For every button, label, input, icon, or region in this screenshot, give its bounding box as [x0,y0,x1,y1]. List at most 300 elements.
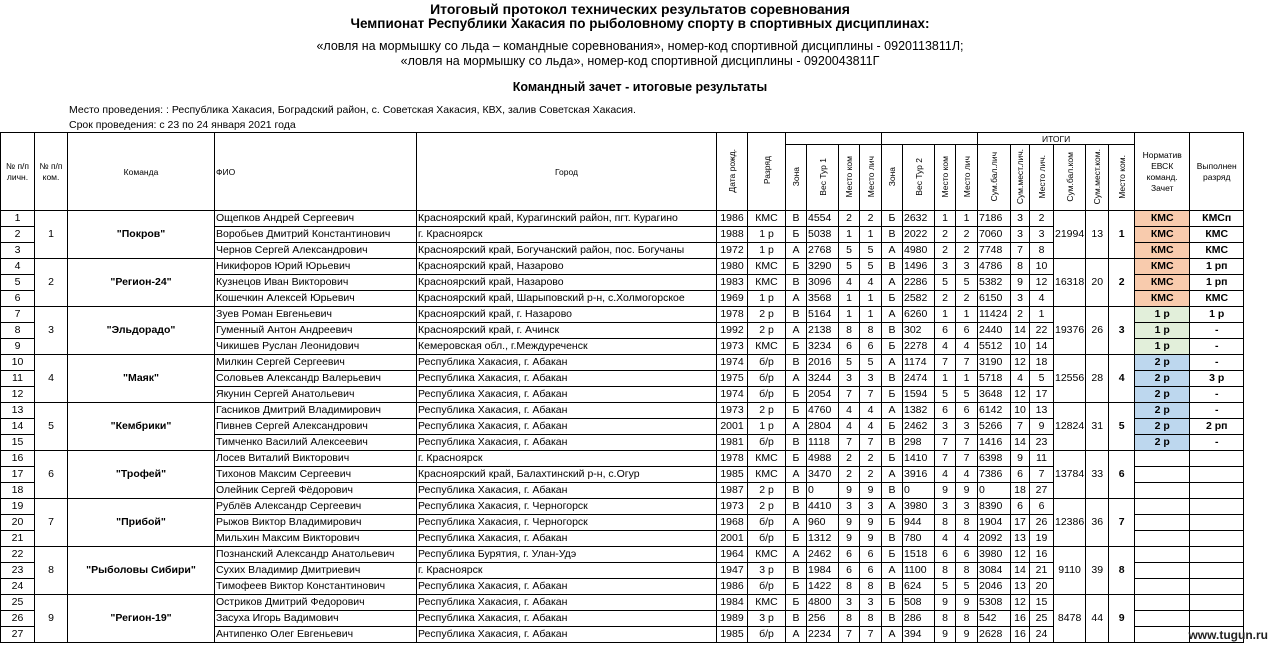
cell-zone1: Б [786,339,807,355]
cell-place-team1: 6 [839,339,860,355]
cell-weight1: 4800 [807,595,839,611]
cell-weight2: 2286 [903,275,935,291]
cell-norm: КМС [1135,275,1190,291]
cell-sum-places: 12 [1011,387,1030,403]
cell-num-personal: 11 [1,371,35,387]
cell-norm: 2 р [1135,355,1190,371]
cell-fio: Остриков Дмитрий Федорович [215,595,417,611]
cell-weight2: 286 [903,611,935,627]
cell-place-pers: 21 [1030,563,1054,579]
cell-team-sum-places: 33 [1086,451,1109,499]
cell-fio: Тихонов Максим Сергеевич [215,467,417,483]
cell-place-pers2: 2 [956,291,978,307]
cell-place-pers: 5 [1030,371,1054,387]
cell-place-team1: 8 [839,579,860,595]
cell-sum-places: 17 [1011,515,1030,531]
header-num-personal: № п/п личн. [1,133,35,211]
cell-place-pers: 25 [1030,611,1054,627]
cell-city: Республика Хакасия, г. Абакан [417,627,717,643]
table-row [1,403,1244,419]
cell-place-team2: 1 [935,211,956,227]
cell-zone1: В [786,355,807,371]
cell-place-pers2: 8 [956,611,978,627]
cell-weight2: 6260 [903,307,935,323]
header-place-pers: Место лич. [1036,154,1047,199]
header-place-team: Место ком. [1116,154,1127,199]
cell-place-team1: 1 [839,307,860,323]
cell-zone2: А [882,563,903,579]
cell-zone1: В [786,499,807,515]
cell-place-team2: 5 [935,579,956,595]
cell-sum-points: 7186 [978,211,1011,227]
cell-birth: 2001 [717,531,748,547]
h-weight1-cell [807,145,839,211]
cell-rank: 2 р [748,403,786,419]
cell-sum-places: 14 [1011,563,1030,579]
cell-place-pers1: 8 [860,611,882,627]
discipline-line-1: «ловля на мормышку со льда – командные соревнования», номер-код спортивной дисциплины - 0920113811Л; [316,39,964,53]
cell-place-team2: 3 [935,419,956,435]
cell-place-team2: 9 [935,627,956,643]
cell-sum-places: 14 [1011,435,1030,451]
cell-num-personal: 21 [1,531,35,547]
cell-num-personal: 15 [1,435,35,451]
cell-place-pers2: 8 [956,563,978,579]
h-weight2-cell [903,145,935,211]
cell-zone2: Б [882,387,903,403]
cell-weight1: 0 [807,483,839,499]
cell-norm [1135,467,1190,483]
cell-place-pers: 18 [1030,355,1054,371]
results-body [1,211,1244,643]
cell-weight2: 2462 [903,419,935,435]
cell-city: Республика Хакасия, г. Абакан [417,611,717,627]
cell-place-pers: 4 [1030,291,1054,307]
cell-place-pers1: 3 [860,499,882,515]
cell-weight2: 624 [903,579,935,595]
cell-zone1: В [786,611,807,627]
cell-weight1: 2138 [807,323,839,339]
cell-num-personal: 7 [1,307,35,323]
cell-zone2: В [882,531,903,547]
cell-zone1: А [786,547,807,563]
cell-zone1: Б [786,579,807,595]
cell-done [1190,563,1244,579]
cell-city: Красноярский край, Балахтинский р-н, с.Огур [417,467,717,483]
cell-city: Республика Хакасия, г. Абакан [417,403,717,419]
cell-zone1: В [786,275,807,291]
cell-weight1: 3470 [807,467,839,483]
header-rank-cell [748,133,786,211]
cell-norm [1135,627,1190,643]
cell-place-pers: 13 [1030,403,1054,419]
cell-zone1: В [786,307,807,323]
cell-done [1190,611,1244,627]
cell-sum-points: 2092 [978,531,1011,547]
cell-place-pers1: 9 [860,515,882,531]
cell-birth: 1973 [717,339,748,355]
cell-num-team: 4 [35,355,68,403]
cell-rank: б/р [748,435,786,451]
cell-city: Республика Хакасия, г. Абакан [417,531,717,547]
cell-team-sum-places: 31 [1086,403,1109,451]
cell-rank: 1 р [748,243,786,259]
cell-zone2: Б [882,211,903,227]
cell-norm: 2 р [1135,371,1190,387]
cell-weight1: 2054 [807,387,839,403]
cell-zone1: А [786,243,807,259]
cell-done [1190,499,1244,515]
cell-sum-points: 5266 [978,419,1011,435]
table-row [1,499,1244,515]
cell-num-personal: 1 [1,211,35,227]
cell-zone2: А [882,627,903,643]
cell-city: Красноярский край, Курагинский район, пгт. Курагино [417,211,717,227]
cell-team-sum-points: 21994 [1054,211,1086,259]
cell-zone1: А [786,467,807,483]
cell-birth: 1980 [717,259,748,275]
cell-birth: 1981 [717,435,748,451]
cell-birth: 1983 [717,275,748,291]
cell-birth: 1987 [717,483,748,499]
cell-num-personal: 17 [1,467,35,483]
cell-norm: КМС [1135,259,1190,275]
cell-place-team1: 7 [839,435,860,451]
table-row [1,355,1244,371]
cell-num-team: 3 [35,307,68,355]
cell-rank: КМС [748,339,786,355]
header-norm: Норматив ЕВСК команд. Зачет [1135,133,1190,211]
header-fio: ФИО [215,133,417,211]
cell-place-team2: 4 [935,339,956,355]
cell-fio: Лосев Виталий Викторович [215,451,417,467]
cell-city: Красноярский край, Шарыповский р-н, с.Холмогорское [417,291,717,307]
cell-sum-places: 6 [1011,467,1030,483]
cell-team-place: 9 [1109,595,1135,643]
cell-place-pers1: 4 [860,403,882,419]
cell-zone2: А [882,467,903,483]
cell-done: - [1190,387,1244,403]
cell-place-team2: 6 [935,403,956,419]
cell-place-pers2: 6 [956,547,978,563]
cell-place-pers2: 6 [956,323,978,339]
cell-sum-places: 12 [1011,595,1030,611]
cell-zone1: Б [786,259,807,275]
header-itogi: ИТОГИ [978,133,1135,145]
cell-city: Республика Хакасия, г. Абакан [417,355,717,371]
cell-rank: КМС [748,547,786,563]
cell-team-name: "Кембрики" [68,403,215,451]
cell-team-sum-places: 13 [1086,211,1109,259]
cell-place-team2: 9 [935,595,956,611]
cell-done: 2 рп [1190,419,1244,435]
cell-sum-places: 9 [1011,275,1030,291]
cell-num-personal: 16 [1,451,35,467]
cell-zone2: Б [882,595,903,611]
cell-rank: 3 р [748,611,786,627]
cell-sum-places: 2 [1011,307,1030,323]
cell-place-pers1: 6 [860,339,882,355]
cell-norm: 1 р [1135,323,1190,339]
cell-weight1: 2804 [807,419,839,435]
cell-rank: 1 р [748,419,786,435]
cell-weight1: 960 [807,515,839,531]
cell-zone2: А [882,243,903,259]
cell-place-pers1: 9 [860,531,882,547]
cell-rank: 2 р [748,483,786,499]
cell-birth: 1992 [717,323,748,339]
h-pt2-cell [935,145,956,211]
cell-sum-places: 7 [1011,243,1030,259]
cell-weight1: 1118 [807,435,839,451]
cell-done: 1 р [1190,307,1244,323]
cell-num-team: 2 [35,259,68,307]
cell-weight1: 3096 [807,275,839,291]
cell-zone1: А [786,291,807,307]
cell-weight2: 2474 [903,371,935,387]
cell-place-pers2: 6 [956,403,978,419]
cell-place-pers1: 6 [860,547,882,563]
cell-place-pers: 20 [1030,579,1054,595]
cell-place-pers: 17 [1030,387,1054,403]
document-title: Итоговый протокол технических результатов соревнования [430,1,850,17]
cell-birth: 1984 [717,595,748,611]
cell-done [1190,547,1244,563]
cell-weight1: 2768 [807,243,839,259]
h-plt-cell [1109,145,1135,211]
cell-weight2: 1518 [903,547,935,563]
cell-team-place: 5 [1109,403,1135,451]
cell-num-personal: 20 [1,515,35,531]
cell-place-team2: 3 [935,499,956,515]
cell-place-pers1: 1 [860,291,882,307]
header-num-team: № п/п ком. [35,133,68,211]
cell-weight2: 1594 [903,387,935,403]
cell-num-personal: 26 [1,611,35,627]
cell-zone2: Б [882,339,903,355]
cell-done: КМС [1190,291,1244,307]
cell-num-personal: 23 [1,563,35,579]
cell-place-pers2: 1 [956,211,978,227]
cell-team-sum-points: 9110 [1054,547,1086,595]
cell-num-team: 5 [35,403,68,451]
cell-rank: КМС [748,275,786,291]
cell-place-team2: 2 [935,291,956,307]
cell-birth: 1947 [717,563,748,579]
cell-city: г. Красноярск [417,451,717,467]
table-row [1,451,1244,467]
cell-team-name: "Маяк" [68,355,215,403]
header-zone1: Зона [791,166,801,187]
cell-zone2: А [882,275,903,291]
cell-place-pers: 12 [1030,275,1054,291]
cell-team-place: 8 [1109,547,1135,595]
h-pl-cell [1030,145,1054,211]
cell-weight1: 4554 [807,211,839,227]
cell-place-pers1: 4 [860,419,882,435]
cell-fio: Тимофеев Виктор Константинович [215,579,417,595]
cell-place-team1: 3 [839,499,860,515]
cell-team-place: 2 [1109,259,1135,307]
cell-rank: КМС [748,595,786,611]
header-sum-points: Сум.бал.лич [989,151,999,202]
cell-place-pers1: 7 [860,435,882,451]
cell-sum-points: 3190 [978,355,1011,371]
cell-sum-points: 3980 [978,547,1011,563]
cell-sum-places: 16 [1011,627,1030,643]
cell-place-pers1: 5 [860,259,882,275]
cell-fio: Ощепков Андрей Сергеевич [215,211,417,227]
cell-zone2: Б [882,291,903,307]
cell-weight1: 5038 [807,227,839,243]
cell-rank: 1 р [748,227,786,243]
header-blank-tour2 [882,133,978,145]
cell-team-sum-points: 19376 [1054,307,1086,355]
cell-sum-places: 10 [1011,403,1030,419]
cell-place-pers: 16 [1030,547,1054,563]
cell-place-team1: 9 [839,483,860,499]
cell-place-pers1: 4 [860,275,882,291]
cell-place-pers1: 5 [860,355,882,371]
cell-weight1: 5164 [807,307,839,323]
cell-birth: 1989 [717,611,748,627]
cell-zone2: А [882,499,903,515]
cell-rank: б/р [748,627,786,643]
cell-place-team2: 1 [935,371,956,387]
dates-text: Срок проведения: с 23 по 24 января 2021 года [69,119,296,131]
cell-zone1: В [786,211,807,227]
cell-done: - [1190,435,1244,451]
cell-done: - [1190,355,1244,371]
cell-zone2: В [882,611,903,627]
venue-text: Место проведения: : Республика Хакасия, Боградский район, с. Советская Хакасия, КВХ, залив Советская Хакасия. [69,104,636,116]
cell-city: г. Красноярск [417,563,717,579]
cell-zone1: Б [786,387,807,403]
cell-place-pers: 9 [1030,419,1054,435]
cell-place-team2: 9 [935,483,956,499]
cell-sum-places: 12 [1011,355,1030,371]
cell-place-pers1: 2 [860,467,882,483]
cell-zone1: А [786,515,807,531]
cell-place-pers2: 9 [956,595,978,611]
cell-done [1190,467,1244,483]
cell-zone1: Б [786,227,807,243]
cell-team-name: "Регион-24" [68,259,215,307]
cell-place-pers: 24 [1030,627,1054,643]
header-birth: Дата рожд. [727,148,737,193]
cell-team-sum-points: 13784 [1054,451,1086,499]
cell-city: Республика Хакасия, г. Черногорск [417,499,717,515]
cell-done: 1 рп [1190,275,1244,291]
watermark: www.tugun.ru [1188,628,1268,642]
header-weight2: Вес Тур 2 [913,157,924,196]
cell-fio: Воробьев Дмитрий Константинович [215,227,417,243]
cell-sum-points: 11424 [978,307,1011,323]
cell-zone2: А [882,355,903,371]
cell-rank: 2 р [748,307,786,323]
cell-sum-points: 7386 [978,467,1011,483]
cell-fio: Мильхин Максим Викторович [215,531,417,547]
header-place-team2: Место ком [940,155,950,198]
cell-sum-points: 4786 [978,259,1011,275]
cell-done: 1 рп [1190,259,1244,275]
cell-zone2: А [882,403,903,419]
cell-place-team1: 9 [839,515,860,531]
cell-birth: 1973 [717,403,748,419]
cell-city: Красноярский край, г. Назарово [417,307,717,323]
cell-team-name: "Рыболовы Сибири" [68,547,215,595]
cell-norm: КМС [1135,243,1190,259]
cell-place-team2: 1 [935,307,956,323]
cell-fio: Пивнев Сергей Александрович [215,419,417,435]
cell-weight1: 3244 [807,371,839,387]
cell-weight1: 2234 [807,627,839,643]
cell-zone2: Б [882,547,903,563]
cell-num-personal: 25 [1,595,35,611]
cell-place-team1: 9 [839,531,860,547]
cell-birth: 1985 [717,627,748,643]
cell-place-team2: 5 [935,387,956,403]
cell-place-team1: 5 [839,259,860,275]
cell-zone1: Б [786,595,807,611]
cell-place-pers: 10 [1030,259,1054,275]
cell-done [1190,451,1244,467]
cell-norm [1135,547,1190,563]
cell-city: Красноярский край, г. Ачинск [417,323,717,339]
cell-birth: 1978 [717,451,748,467]
cell-num-personal: 27 [1,627,35,643]
cell-num-team: 7 [35,499,68,547]
cell-zone2: В [882,371,903,387]
cell-team-place: 3 [1109,307,1135,355]
table-row [1,259,1244,275]
cell-weight2: 0 [903,483,935,499]
h-pp1-cell [860,145,882,211]
table-row [1,595,1244,611]
cell-place-pers2: 5 [956,387,978,403]
header-sum-places-team: Сум.мест.ком. [1092,148,1103,205]
cell-done: 3 р [1190,371,1244,387]
cell-team-sum-points: 12556 [1054,355,1086,403]
cell-place-pers2: 4 [956,467,978,483]
cell-norm [1135,531,1190,547]
cell-num-personal: 18 [1,483,35,499]
cell-weight2: 1410 [903,451,935,467]
cell-rank: 3 р [748,563,786,579]
cell-rank: б/р [748,387,786,403]
cell-zone1: Б [786,403,807,419]
cell-place-team2: 2 [935,243,956,259]
cell-sum-points: 1904 [978,515,1011,531]
cell-place-team2: 6 [935,547,956,563]
cell-weight2: 2022 [903,227,935,243]
cell-fio: Якунин Сергей Анатольевич [215,387,417,403]
cell-weight1: 3234 [807,339,839,355]
cell-weight2: 4980 [903,243,935,259]
cell-place-pers2: 3 [956,259,978,275]
cell-sum-points: 6150 [978,291,1011,307]
cell-sum-places: 4 [1011,371,1030,387]
table-row [1,211,1244,227]
cell-city: Республика Хакасия, г. Абакан [417,483,717,499]
cell-rank: 2 р [748,499,786,515]
cell-place-team1: 7 [839,627,860,643]
cell-weight2: 944 [903,515,935,531]
cell-fio: Зуев Роман Евгеньевич [215,307,417,323]
cell-sum-points: 0 [978,483,1011,499]
cell-num-personal: 13 [1,403,35,419]
cell-place-pers: 8 [1030,243,1054,259]
